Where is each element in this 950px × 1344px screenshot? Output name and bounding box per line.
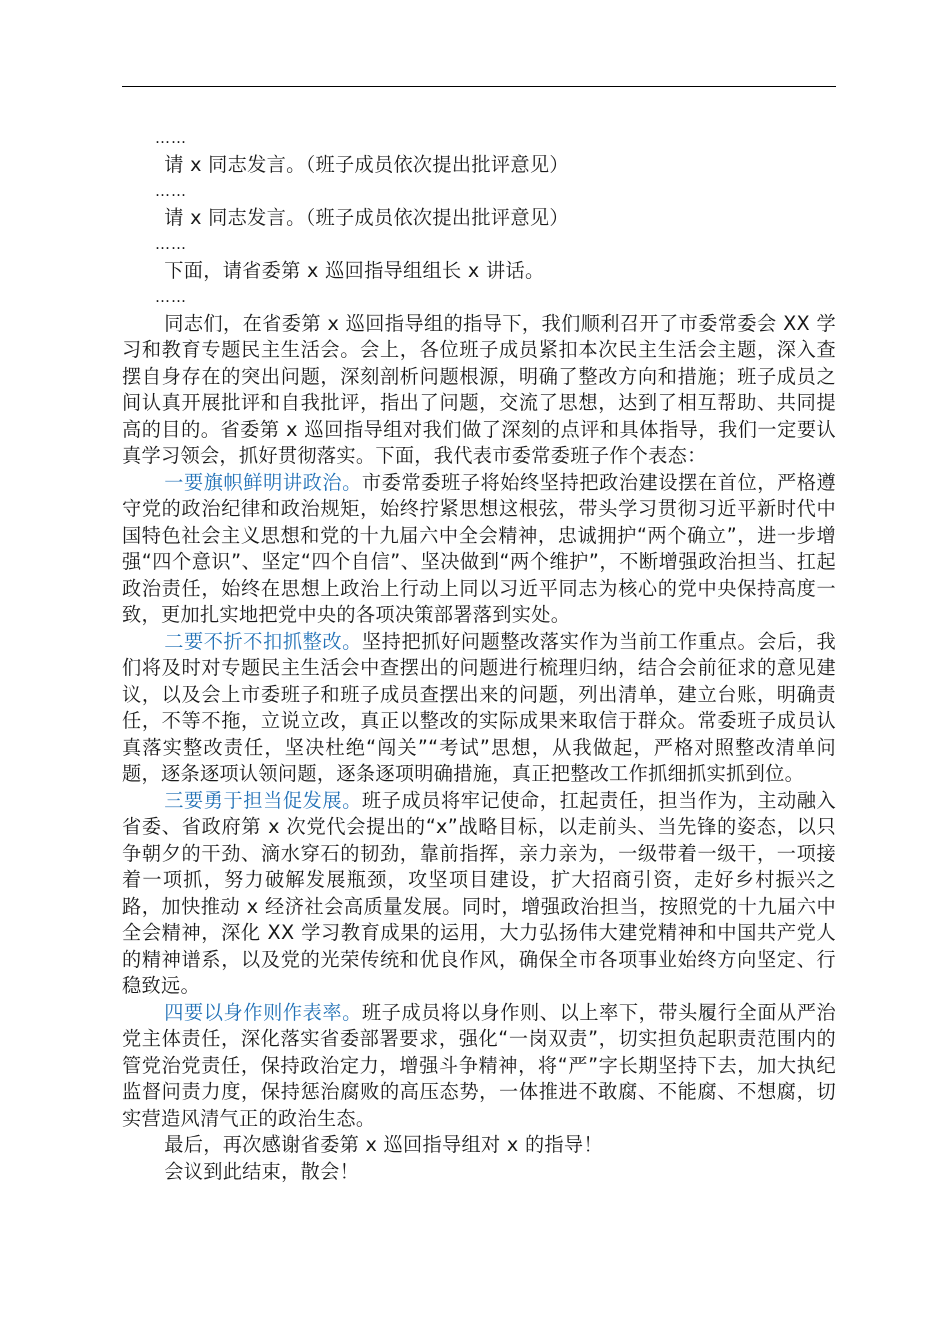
document-body: [122, 125, 836, 1185]
ellipsis-line: ……: [155, 182, 187, 200]
paragraph-closing: 最后，再次感谢省委第 x 巡回指导组对 x 的指导！: [164, 1133, 603, 1156]
point-body: 班子成员将以身作则、以上率下，带头履行全面从严治党主体责任，深化落实省委部署要求，强化“一岗双责”，切实担负起职责范围内的管党治党责任，保持政治定力，增强斗争精神，将“严”字长期坚持下去，加大执纪监督问责力度，保持惩治腐败的高压态势，一体推进不敢腐、不能腐、不想腐，切实营造风清气正的政治生态。: [122, 1000, 837, 1130]
paragraph: 请 x 同志发言。（班子成员依次提出批评意见）: [164, 152, 569, 176]
point-heading: 四要以身作则作表率。: [164, 1000, 362, 1024]
ellipsis-line: ……: [155, 235, 187, 253]
paragraph-point-2: [122, 629, 836, 788]
point-body: 坚持把抓好问题整改落实作为当前工作重点。会后，我们将及时对专题民主生活会中查摆出的问题进行梳理归纳，结合会前征求的意见建议，以及会上市委班子和班子成员查摆出来的问题，列出清单，建立台账，明确责任，不等不拖，立说立改，真正以整改的实际成果来取信于群众。常委班子成员认真落实整改责任，坚决杜绝“闯关”“考试”思想，从我做起，严格对照整改清单问题，逐条逐项认领问题，逐条逐项明确措施，真正把整改工作抓细抓实抓到位。: [122, 629, 837, 785]
ellipsis-line: ……: [155, 129, 187, 147]
point-heading: 三要勇于担当促发展。: [164, 788, 362, 812]
paragraph-intro: 同志们，在省委第 x 巡回指导组的指导下，我们顺利召开了市委常委会 XX 学习和教育专题民主生活会。会上，各位班子成员紧扣本次民主生活会主题，深入查摆自身存在的突出问题，深刻剖析问题根源，明确了整改方向和措施；班子成员之间认真开展批评和自我批评，指出了问题，交流了思想，达到了相互帮助、共同提高的目的。省委第 x 巡回指导组对我们做了深刻的点评和具体指导，我们一定要认真学习领会，抓好贯彻落实。下面，我代表市委常委班子作个表态：: [122, 311, 836, 467]
paragraph-point-4: [122, 1000, 836, 1133]
paragraph: 请 x 同志发言。（班子成员依次提出批评意见）: [164, 205, 569, 229]
point-heading: 二要不折不扣抓整改。: [164, 629, 362, 653]
paragraph: 下面，请省委第 x 巡回指导组组长 x 讲话。: [164, 258, 545, 282]
paragraph-closing: 会议到此结束，散会！: [164, 1159, 360, 1183]
ellipsis-line: ……: [155, 288, 187, 306]
header-rule: [122, 86, 836, 87]
point-body: 班子成员将牢记使命，扛起责任，担当作为，主动融入省委、省政府第 x 次党代会提出的“x”战略目标，以走前头、当先锋的姿态，以只争朝夕的干劲、滴水穿石的韧劲，靠前指挥，亲力亲为，一级带着一级干，一项接着一项抓，努力破解发展瓶颈，攻坚项目建设，扩大招商引资，走好乡村振兴之路，加快推动 x 经济社会高质量发展。同时，增强政治担当，按照党的十九届六中全会精神，深化 XX 学习教育成果的运用，大力弘扬伟大建党精神和中国共产党人的精神谱系，以及党的光荣传统和优良作风，确保全市各项事业始终方向坚定、行稳致远。: [122, 788, 837, 997]
paragraph-point-1: [122, 470, 836, 629]
point-body: 市委常委班子将始终坚持把政治建设摆在首位，严格遵守党的政治纪律和政治规矩，始终拧紧思想这根弦，带头学习贯彻习近平新时代中国特色社会主义思想和党的十九届六中全会精神，忠诚拥护“两个确立”，进一步增强“四个意识”、坚定“四个自信”、坚决做到“两个维护”，不断增强政治担当、扛起政治责任，始终在思想上政治上行动上同以习近平同志为核心的党中央保持高度一致，更加扎实地把党中央的各项决策部署落到实处。: [122, 470, 837, 626]
point-heading: 一要旗帜鲜明讲政治。: [164, 470, 362, 494]
paragraph-point-3: [122, 788, 836, 1000]
